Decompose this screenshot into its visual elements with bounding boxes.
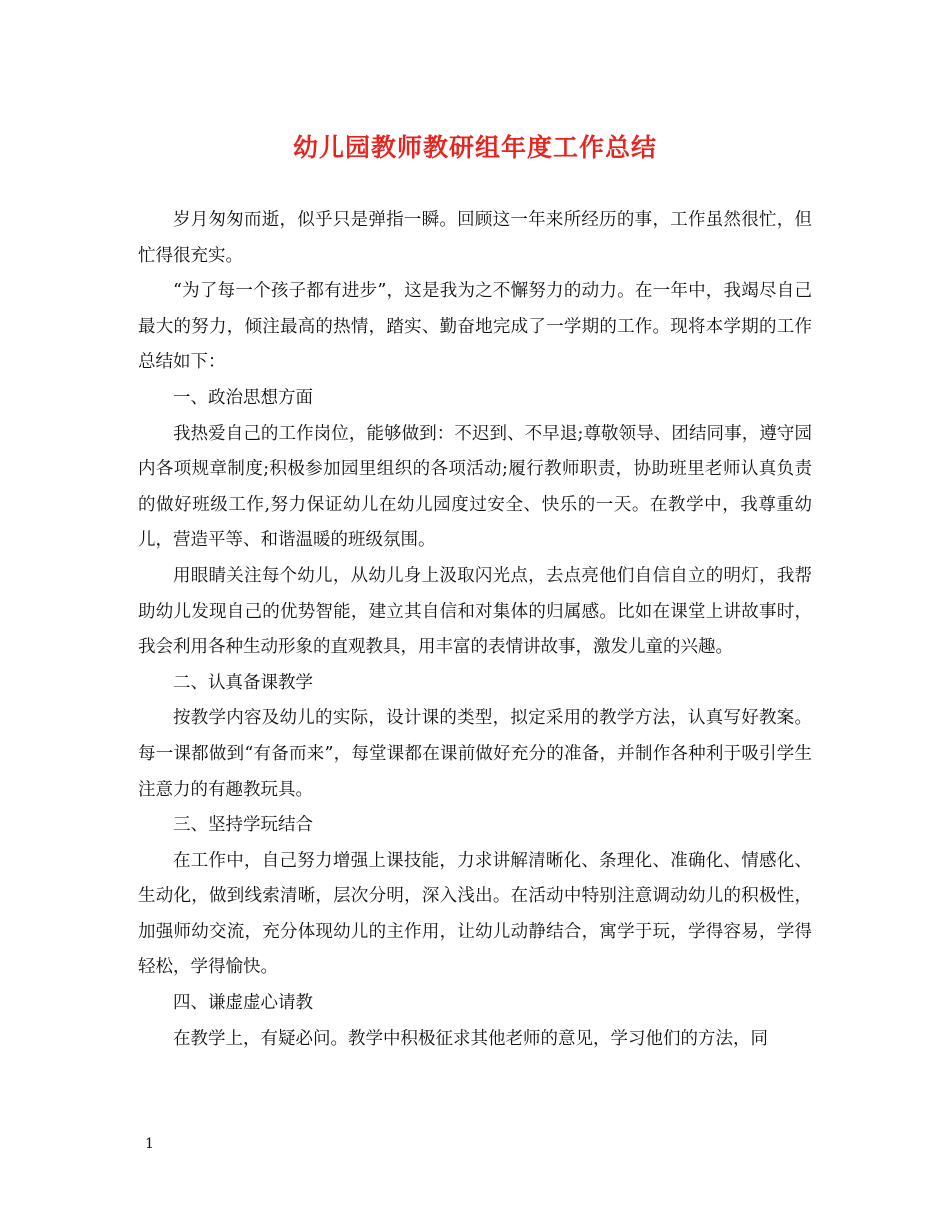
document-body: [138, 203, 812, 1057]
page-number: 1: [145, 1136, 154, 1152]
section-heading-1: 一、政治思想方面: [173, 387, 313, 408]
paragraph-section-3: 在工作中，自己努力增强上课技能，力求讲解清晰化、条理化、准确化、情感化、生动化，做到线索清晰，层次分明，深入浅出。在活动中特别注意调动幼儿的积极性，加强师幼交流，充分体现幼儿的主作用，让幼儿动静结合，寓学于玩，学得容易，学得轻松，学得愉快。: [138, 850, 812, 978]
section-heading-4: 四、谦虚虚心请教: [173, 993, 313, 1014]
paragraph-section-4: 在教学上，有疑必问。教学中积极征求其他老师的意见，学习他们的方法，同: [173, 1028, 768, 1049]
document-title: 幼儿园教师教研组年度工作总结: [292, 133, 657, 162]
paragraph-section-2: 按教学内容及幼儿的实际，设计课的类型，拟定采用的教学方法，认真写好教案。每一课都做到“有备而来”，每堂课都在课前做好充分的准备，并制作各种利于吸引学生注意力的有趣教玩具。: [138, 708, 812, 800]
section-heading-3: 三、坚持学玩结合: [173, 815, 313, 836]
paragraph-section-1a: 我热爱自己的工作岗位，能够做到：不迟到、不早退;尊敬领导、团结同事，遵守园内各项规章制度;积极参加园里组织的各项活动;履行教师职责，协助班里老师认真负责的做好班级工作,努力保证幼儿在幼儿园度过安全、快乐的一天。在教学中，我尊重幼儿，营造平等、和谐温暖的班级氛围。: [138, 423, 812, 551]
paragraph-section-1b: 用眼睛关注每个幼儿，从幼儿身上汲取闪光点，去点亮他们自信自立的明灯，我帮助幼儿发现自己的优势智能，建立其自信和对集体的归属感。比如在课堂上讲故事时，我会利用各种生动形象的直观教具，用丰富的表情讲故事，激发儿童的兴趣。: [138, 565, 812, 658]
paragraph-motto: “为了每一个孩子都有进步”，这是我为之不懈努力的动力。在一年中，我竭尽自己最大的努力，倾注最高的热情，踏实、勤奋地完成了一学期的工作。现将本学期的工作总结如下：: [138, 281, 812, 373]
paragraph-intro: 岁月匆匆而逝，似乎只是弹指一瞬。回顾这一年来所经历的事，工作虽然很忙，但忙得很充实。: [138, 210, 812, 266]
section-heading-2: 二、认真备课教学: [173, 672, 313, 693]
